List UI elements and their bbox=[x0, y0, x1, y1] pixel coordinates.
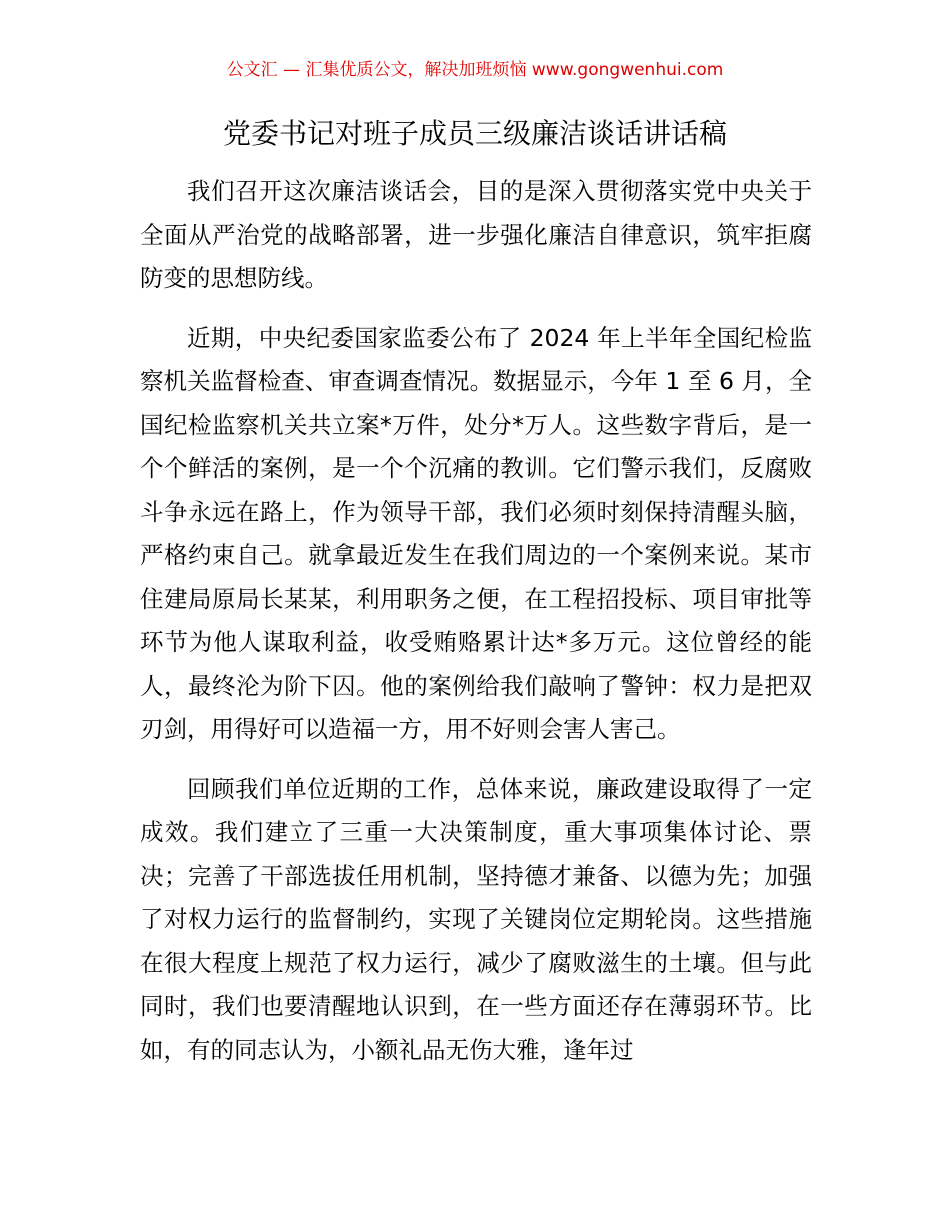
paragraph-1: 我们召开这次廉洁谈话会，目的是深入贯彻落实党中央关于全面从严治党的战略部署，进一步强化廉洁自律意识，筑牢拒腐防变的思想防线。 bbox=[140, 177, 812, 292]
document-title: 党委书记对班子成员三级廉洁谈话讲话稿 bbox=[222, 117, 727, 150]
header-banner: 公文汇 — 汇集优质公文，解决加班烦恼 www.gongwenhui.com bbox=[226, 60, 724, 80]
document-body bbox=[140, 170, 812, 1088]
paragraph-2: 近期，中央纪委国家监委公布了 2024 年上半年全国纪检监察机关监督检查、审查调查情况。数据显示，今年 1 至 6 月，全国纪检监察机关共立案*万件，处分*万人。这些数字背后，是一个个鲜活的案例，是一个个沉痛的教训。它们警示我们，反腐败斗争永远在路上，作为领导干部，我们必须时刻保持清醒头脑，严格约束自己。就拿最近发生在我们周边的一个案例来说。某市住建局原局长某某，利用职务之便，在工程招投标、项目审批等环节为他人谋取利益，收受贿赂累计达*多万元。这位曾经的能人，最终沦为阶下囚。他的案例给我们敲响了警钟：权力是把双刃剑，用得好可以造福一方，用不好则会害人害己。 bbox=[140, 323, 812, 743]
paragraph-3: 回顾我们单位近期的工作，总体来说，廉政建设取得了一定成效。我们建立了三重一大决策制度，重大事项集体讨论、票决；完善了干部选拔任用机制，坚持德才兼备、以德为先；加强了对权力运行的监督制约，实现了关键岗位定期轮岗。这些措施在很大程度上规范了权力运行，减少了腐败滋生的土壤。但与此同时，我们也要清醒地认识到，在一些方面还存在薄弱环节。比如，有的同志认为，小额礼品无伤大雅，逢年过 bbox=[140, 774, 812, 1064]
